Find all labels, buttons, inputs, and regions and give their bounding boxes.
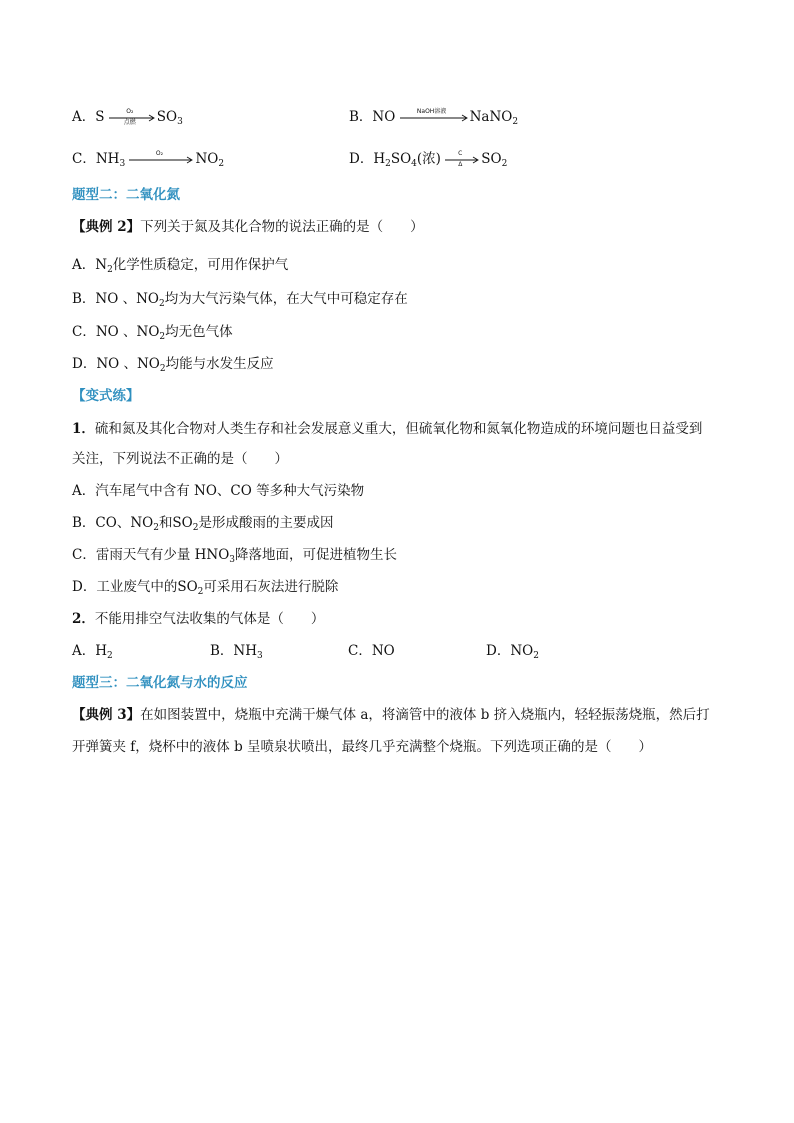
option-c-reaction: C．$NH_3$ O₂ $NO_2$ (72, 149, 225, 169)
option-d-reaction: D．$H_2SO_4$(浓) C Δ $SO_2$ (349, 149, 508, 169)
example-2-question: 【典例 2】下列关于氮及其化合物的说法正确的是（ ） (72, 219, 424, 235)
example-2-option-a: A．$N_2$化学性质稳定，可用作保护气 (72, 257, 289, 275)
section-heading-practice: 【变式练】 (72, 388, 140, 404)
example-3-line1: 【典例 3】在如图装置中，烧瓶中充满干燥气体 a，将滴管中的液体 b 挤入烧瓶内，轻轻振荡烧瓶，然后打 (72, 707, 710, 723)
reaction-arrow: O₂ (129, 151, 195, 169)
practice-q2-option-c: C．NO (348, 643, 395, 659)
option-a-reaction: A．S O₂ 点燃 $SO_3$ (72, 107, 183, 127)
practice-q2-option-d: D．$NO_2$ (486, 643, 539, 661)
section-heading-type2: 题型二：二氧化氮 (72, 187, 180, 203)
example-2-option-b: B．NO 、$NO_2$均为大气污染气体，在大气中可稳定存在 (72, 291, 408, 309)
option-b-reaction: B．NO NaOH溶液 NaNO$_2$ (349, 107, 519, 127)
example-2-option-d: D．NO 、$NO_2$均能与水发生反应 (72, 356, 274, 374)
reaction-arrow: C Δ (445, 151, 481, 169)
practice-q1-option-d: D．工业废气中的$SO_2$可采用石灰法进行脱除 (72, 579, 339, 597)
example-3-line2: 开弹簧夹 f，烧杯中的液体 b 呈喷泉状喷出，最终几乎充满整个烧瓶。下列选项正确的是（ ） (72, 739, 653, 755)
practice-q2-option-a: A．$H_2$ (72, 643, 113, 661)
section-heading-type3: 题型三：二氧化氮与水的反应 (72, 675, 248, 691)
practice-q1-option-b: B．CO、$NO_2$和$SO_2$是形成酸雨的主要成因 (72, 515, 334, 533)
reaction-arrow: NaOH溶液 (400, 109, 470, 127)
practice-q1-option-a: A．汽车尾气中含有 NO、CO 等多种大气污染物 (72, 483, 365, 499)
practice-q1-option-c: C．雷雨天气有少量 $HNO_3$降落地面，可促进植物生长 (72, 547, 398, 565)
example-2-option-c: C．NO 、$NO_2$均无色气体 (72, 324, 233, 342)
practice-q2-option-b: B．$NH_3$ (210, 643, 263, 661)
practice-q2-question: 2．不能用排空气法收集的气体是（ ） (72, 611, 325, 627)
practice-q1-line1: 1．硫和氮及其化合物对人类生存和社会发展意义重大，但硫氧化物和氮氧化物造成的环境问题也日益受到 (72, 421, 703, 437)
practice-q1-line2: 关注，下列说法不正确的是（ ） (72, 451, 288, 467)
reaction-arrow: O₂ 点燃 (109, 109, 157, 127)
